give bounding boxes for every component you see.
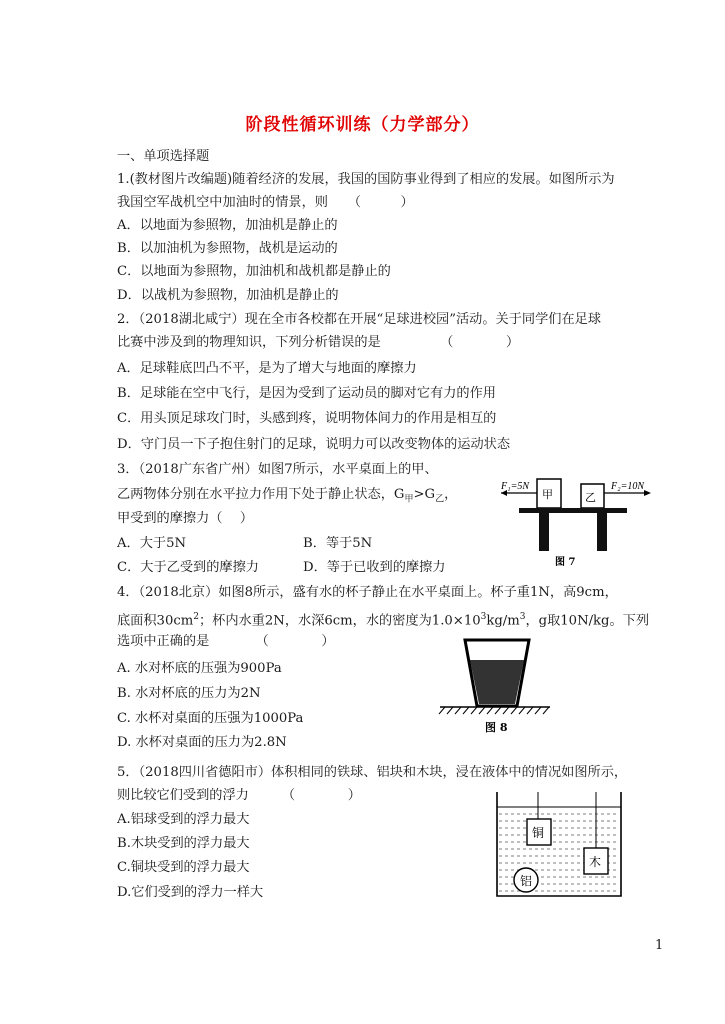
q1-stem-line2: 我国空军战机空中加油时的情景，则 （ ） (117, 195, 414, 210)
q4-option-c: C. 水杯对桌面的压强为1000Pa (117, 711, 304, 726)
page-title: 阶段性循环训练（力学部分） (245, 115, 480, 135)
force-f2-label: F₂=10N (611, 481, 645, 492)
q2-option-c: C．用头顶足球攻门时，头感到疼，说明物体间力的作用是相互的 (117, 411, 497, 426)
q1-stem-line1: 1.(教材图片改编题)随着经济的发展，我国的国防事业得到了相应的发展。如图所示为 (117, 172, 615, 187)
q3-option-b: B．等于5N (303, 536, 373, 551)
q5-option-d: D.它们受到的浮力一样大 (117, 885, 264, 900)
copper-block-label: 铜 (532, 826, 545, 840)
water-in-cup (470, 660, 524, 704)
q5-option-b: B.木块受到的浮力最大 (117, 836, 250, 851)
q2-option-d: D．守门员一下子抱住射门的足球，说明力可以改变物体的运动状态 (117, 437, 511, 452)
q2-stem-line2: 比赛中涉及到的物理知识，下列分析错误的是 （ ） (117, 335, 520, 350)
q5-option-a: A.铝球受到的浮力最大 (117, 812, 250, 827)
block-yi-label: 乙 (585, 491, 596, 504)
q4-option-b: B. 水对杯底的压力为2N (117, 686, 261, 701)
q3-option-a: A．大于5N (117, 536, 187, 551)
q1-option-d: D．以战机为参照物，加油机是静止的 (117, 288, 339, 303)
q2-stem-line1: 2．（2018湖北咸宁）现在全市各校都在开展“足球进校园”活动。关于同学们在足球 (117, 312, 602, 327)
q5-option-c: C.铜块受到的浮力最大 (117, 860, 250, 875)
arrowhead-right-icon (644, 490, 651, 496)
q4-option-d: D. 水杯对桌面的压力为2.8N (117, 735, 287, 750)
desk-hatching (439, 707, 549, 714)
section-heading: 一、单项选择题 (117, 149, 210, 164)
q4-option-a: A. 水对杯底的压强为900Pa (117, 661, 282, 676)
q2-option-b: B．足球能在空中飞行，是因为受到了运动员的脚对它有力的作用 (117, 386, 496, 401)
q3-stem-line2: 乙两物体分别在水平拉力作用下处于静止状态，$G_甲>G_乙$， (117, 487, 458, 505)
q1-option-c: C．以地面为参照物，加油机和战机都是静止的 (117, 264, 391, 279)
q1-option-a: A．以地面为参照物，加油机是静止的 (117, 218, 338, 233)
table-leg-right (597, 513, 607, 551)
q3-option-d: D．等于已收到的摩擦力 (303, 560, 446, 575)
figure-7 (497, 470, 657, 570)
q1-option-b: B．以加油机为参照物，战机是运动的 (117, 241, 338, 256)
wood-block-label: 木 (589, 855, 602, 869)
q3-option-c: C．大于乙受到的摩擦力 (117, 560, 259, 575)
q4-stem-line3: 选项中正确的是 （ ） (117, 634, 335, 649)
figure-8-caption: 图 8 (485, 721, 508, 734)
table-top (519, 508, 627, 513)
force-f1-label: F₁=5N (501, 481, 530, 492)
block-jia-label: 甲 (542, 488, 553, 501)
figure-buoyancy (495, 790, 625, 898)
figure-8 (435, 636, 555, 734)
page-number: 1 (655, 938, 664, 953)
q3-stem-line1: 3．（2018广东省广州）如图7所示，水平桌面上的甲、 (117, 462, 438, 477)
q3-stem-line3: 甲受到的摩擦力（ ） (117, 511, 254, 526)
q4-stem-line2: 底面积$30cm^2$；杯内水重2N，水深6cm，水的密度为$1.0\times 10^3kg/m^3$，g取10N/kg。下列 (117, 612, 650, 629)
q5-stem-line2: 则比较它们受到的浮力 （ ） (117, 788, 361, 803)
q5-stem-line1: 5．（2018四川省德阳市）体积相同的铁球、铝块和木块，浸在液体中的情况如图所示， (117, 765, 628, 780)
aluminum-ball-label: 铝 (520, 874, 533, 888)
q2-option-a: A．足球鞋底凹凸不平，是为了增大与地面的摩擦力 (117, 361, 417, 376)
q4-stem-line1: 4．（2018北京）如图8所示，盛有水的杯子静止在水平桌面上。杯子重1N，高9cm， (117, 585, 618, 600)
figure-7-caption: 图 7 (555, 557, 576, 568)
table-leg-left (539, 513, 549, 551)
